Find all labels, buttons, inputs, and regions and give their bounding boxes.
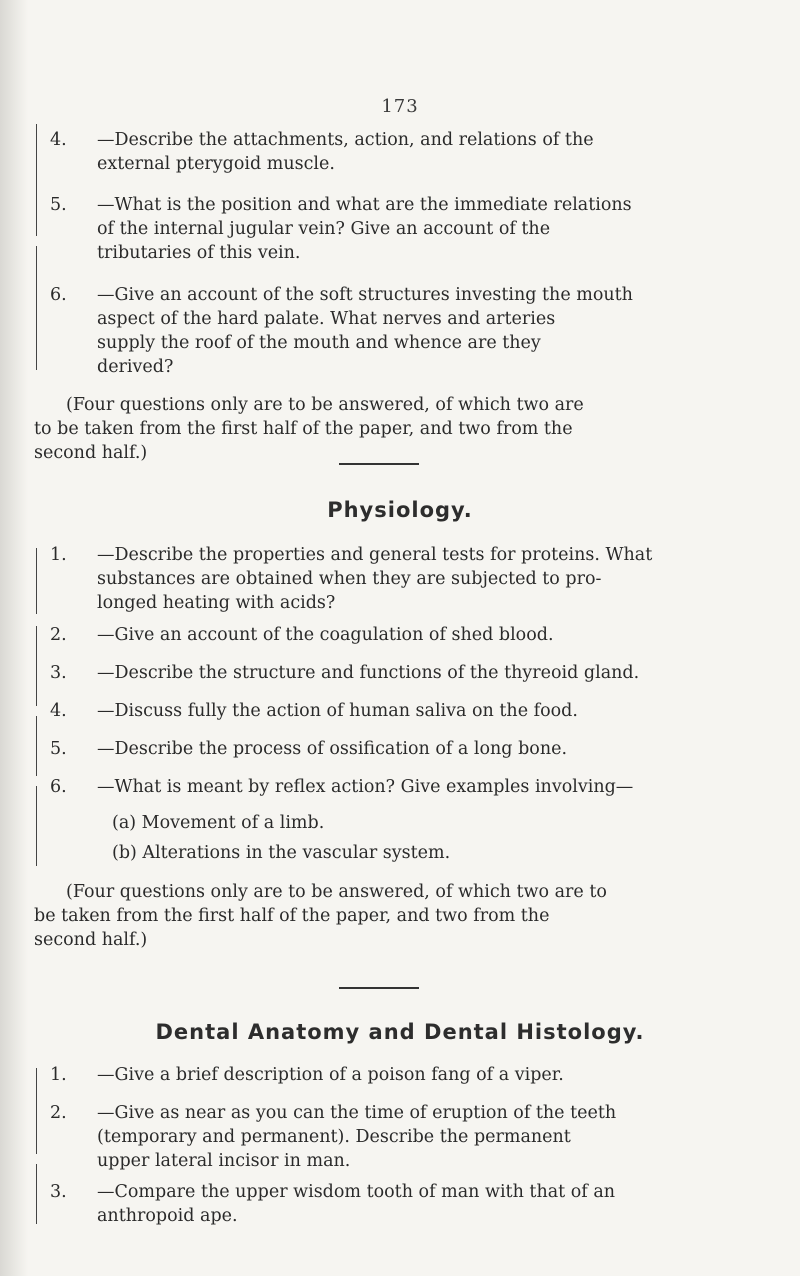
- physiology-question-6-sub-b: (b) Alterations in the vascular system.: [112, 843, 451, 863]
- dental-question-1: 1. —Give a brief description of a poison fang of a viper.: [50, 1065, 564, 1085]
- margin-mark: [36, 246, 37, 370]
- margin-mark: [36, 1068, 37, 1154]
- section-divider: [339, 987, 419, 989]
- physiology-heading: Physiology.: [327, 498, 473, 522]
- anatomy-question-6: 6. —Give an account of the soft structures investing the mouth aspect of the hard palate. What nerves and arteries supply the roof of the mouth and whence are they derived?: [50, 285, 633, 377]
- margin-mark: [36, 1164, 37, 1224]
- physiology-question-6: 6. —What is meant by reflex action? Give examples involving—: [50, 777, 634, 797]
- physiology-question-6-sub-a: (a) Movement of a limb.: [112, 813, 325, 833]
- physiology-question-3: 3. —Describe the structure and functions of the thyreoid gland.: [50, 663, 640, 683]
- physiology-question-5: 5. —Describe the process of ossification of a long bone.: [50, 739, 568, 759]
- instructions-note-2: (Four questions only are to be answered, of which two are to be taken from the first half of the paper, and two from the second half.): [34, 882, 607, 950]
- margin-mark: [36, 124, 37, 236]
- margin-mark: [36, 626, 37, 706]
- section-divider: [339, 463, 419, 465]
- physiology-question-4: 4. —Discuss fully the action of human saliva on the food.: [50, 701, 578, 721]
- margin-mark: [36, 548, 37, 614]
- anatomy-question-4: 4. —Describe the attachments, action, and relations of the external pterygoid muscle.: [50, 130, 594, 174]
- dental-question-3: 3. —Compare the upper wisdom tooth of man with that of an anthropoid ape.: [50, 1182, 616, 1226]
- physiology-question-1: 1. —Describe the properties and general tests for proteins. What substances are obtained when they are subjected to pro- longed heating with acids?: [50, 545, 653, 613]
- dental-question-2: 2. —Give as near as you can the time of eruption of the teeth (temporary and permanent). Describe the permanent upper lateral incisor in man.: [50, 1103, 617, 1171]
- margin-mark: [36, 786, 37, 866]
- instructions-note-1: (Four questions only are to be answered, of which two are to be taken from the first half of the paper, and two from the second half.): [34, 395, 584, 463]
- page-spine-shadow: [0, 0, 28, 1276]
- page-number: 173: [381, 96, 419, 117]
- physiology-question-2: 2. —Give an account of the coagulation of shed blood.: [50, 625, 554, 645]
- dental-heading: Dental Anatomy and Dental Histology.: [155, 1020, 645, 1044]
- anatomy-question-5: 5. —What is the position and what are the immediate relations of the internal jugular vein? Give an account of the tributaries of this vein.: [50, 195, 632, 263]
- margin-mark: [36, 716, 37, 776]
